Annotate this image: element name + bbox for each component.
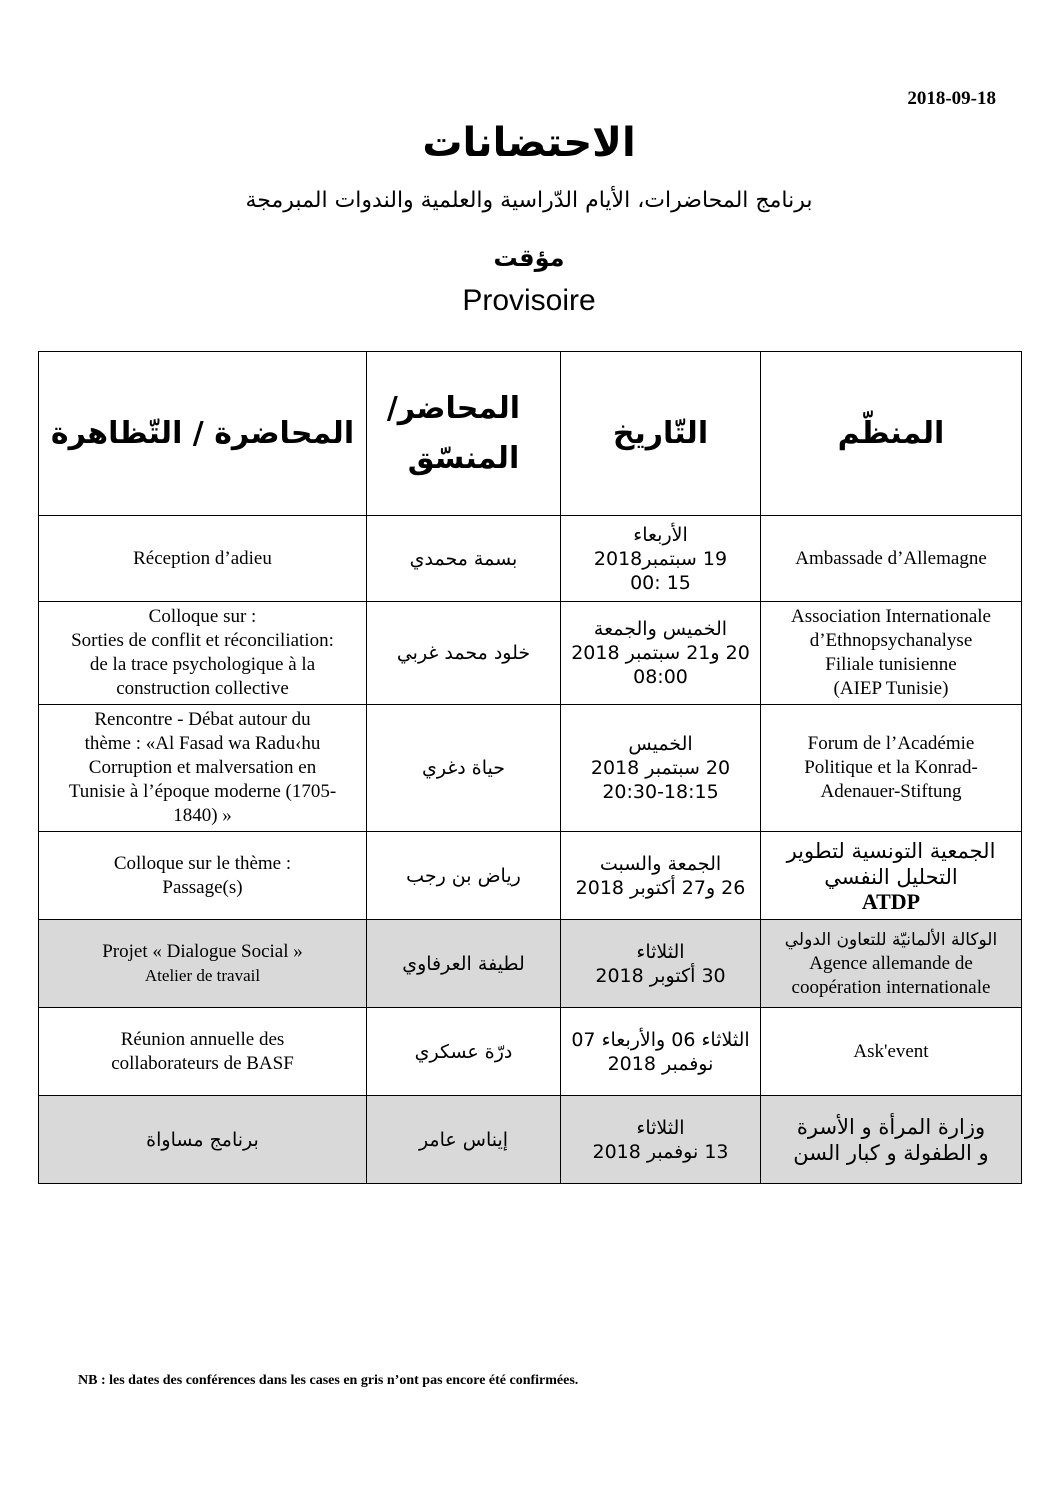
date-line: الثلاثاء: [636, 1116, 685, 1139]
organizer-cell: [761, 832, 1022, 920]
organizer-line-ar: الوكالة الألمانيّة للتعاون الدولي: [784, 929, 998, 950]
organizer-line: Filiale tunisienne: [825, 654, 957, 675]
organizer-line-ar: التحليل النفسي: [824, 864, 958, 889]
event-line: 1840) »: [173, 805, 232, 826]
date-line: الخميس والجمعة: [593, 618, 728, 640]
date-line: 20:30-18:15: [602, 781, 719, 803]
speaker-cell: رياض بن رجب: [367, 832, 561, 920]
date-line: 19 سبتمبر2018: [593, 547, 728, 570]
event-cell: [39, 1008, 367, 1096]
date-line: 26 و27 أكتوبر 2018: [575, 876, 746, 899]
table-row: [39, 1096, 1022, 1184]
event-line: collaborateurs de BASF: [111, 1052, 294, 1074]
organizer-line: Ambassade d’Allemagne: [795, 547, 987, 569]
organizer-cell: [761, 602, 1022, 705]
organizer-line: Adenauer-Stiftung: [820, 781, 962, 802]
date-line: الخميس: [628, 733, 693, 755]
header-speaker: المحاضر/ المنسّق: [367, 352, 561, 516]
event-line: Passage(s): [162, 876, 243, 898]
speaker-cell: بسمة محمدي: [367, 516, 561, 602]
event-line: Colloque sur :: [148, 606, 257, 627]
date-line: الثلاثاء: [636, 940, 685, 963]
header-organizer: المنظّم: [761, 352, 1022, 516]
organizer-cell: [761, 705, 1022, 832]
event-line: Sorties de conflit et réconciliation:: [71, 630, 334, 651]
date-line: 30 أكتوبر 2018: [595, 964, 726, 987]
date-line: الأربعاء: [633, 523, 688, 546]
page-title: الاحتضانات: [422, 120, 636, 166]
organizer-line: Forum de l’Académie: [807, 733, 975, 754]
event-line: Rencontre - Débat autour du: [94, 709, 311, 730]
speaker-cell: خلود محمد غربي: [367, 602, 561, 705]
table-row: [39, 602, 1022, 705]
temporary-label-ar: مؤقت: [493, 244, 565, 272]
event-cell: [39, 832, 367, 920]
page-subtitle: برنامج المحاضرات، الأيام الدّراسية والعلمية والندوات المبرمجة: [245, 188, 813, 213]
date-cell: [561, 705, 761, 832]
table-row: [39, 920, 1022, 1008]
table-row: [39, 516, 1022, 602]
date-line: 13 نوفمبر 2018: [592, 1140, 729, 1163]
header-event: المحاضرة / التّظاهرة: [39, 352, 367, 516]
event-line: de la trace psychologique à la: [89, 654, 316, 675]
organizer-cell: [761, 1096, 1022, 1184]
date-line: 20 سبتمبر 2018: [590, 757, 731, 779]
event-cell: [39, 602, 367, 705]
event-cell: برنامج مساواة: [39, 1096, 367, 1184]
table-header-row: [39, 352, 1022, 516]
header-date: التّاريخ: [561, 352, 761, 516]
event-cell: [39, 920, 367, 1008]
organizer-cell: [761, 516, 1022, 602]
organizer-line: Politique et la Konrad-: [804, 757, 978, 778]
date-line: 20 و21 سبتمبر 2018: [571, 642, 750, 664]
organizer-line: Association Internationale: [791, 606, 991, 627]
date-cell: [561, 920, 761, 1008]
event-line: Réunion annuelle des: [120, 1028, 285, 1050]
date-cell: [561, 832, 761, 920]
event-line: Corruption et malversation en: [88, 757, 317, 778]
organizer-line-ar: الجمعية التونسية لتطوير: [786, 838, 996, 863]
event-cell: [39, 705, 367, 832]
speaker-cell: لطيفة العرفاوي: [367, 920, 561, 1008]
organizer-cell: [761, 920, 1022, 1008]
speaker-cell: إيناس عامر: [367, 1096, 561, 1184]
date-line: 08:00: [633, 666, 688, 688]
organizer-line: Ask'event: [853, 1040, 929, 1062]
event-line: construction collective: [116, 678, 289, 699]
date-cell: [561, 1096, 761, 1184]
table-row: [39, 705, 1022, 832]
organizer-line: coopération internationale: [791, 976, 991, 998]
organizer-line: (AIEP Tunisie): [833, 678, 949, 699]
event-line: thème : «Al Fasad wa Radu‹hu: [84, 733, 321, 754]
speaker-cell: حياة دغري: [367, 705, 561, 832]
document-date: 2018-09-18: [907, 88, 996, 109]
temporary-label-fr: Provisoire: [462, 284, 596, 317]
organizer-cell: [761, 1008, 1022, 1096]
date-line: نوفمبر 2018: [607, 1052, 714, 1075]
date-cell: [561, 602, 761, 705]
organizer-line: Agence allemande de: [809, 952, 973, 974]
date-cell: [561, 516, 761, 602]
table-row: [39, 1008, 1022, 1096]
date-line: الثلاثاء 06 والأربعاء 07: [571, 1028, 750, 1051]
events-table: [38, 351, 1022, 1184]
date-line: 15 :00: [630, 571, 691, 594]
event-line: Réception d’adieu: [133, 547, 272, 569]
organizer-line-ar: وزارة المرأة و الأسرة: [796, 1114, 986, 1139]
speaker-cell: درّة عسكري: [367, 1008, 561, 1096]
organizer-line: d’Ethnopsychanalyse: [809, 630, 973, 651]
event-line: Tunisie à l’époque moderne (1705-: [68, 781, 337, 802]
event-cell: [39, 516, 367, 602]
date-line: الجمعة والسبت: [599, 852, 722, 875]
date-cell: [561, 1008, 761, 1096]
organizer-line-ar: و الطفولة و كبار السن: [793, 1140, 989, 1165]
event-line: Atelier de travail: [144, 965, 261, 985]
event-line: Colloque sur le thème :: [113, 852, 292, 874]
organizer-acronym: ATDP: [861, 888, 921, 914]
event-line: Projet « Dialogue Social »: [102, 940, 303, 962]
table-row: [39, 832, 1022, 920]
footnote: NB : les dates des conférences dans les cases en gris n’ont pas encore été confirmées.: [78, 1373, 579, 1388]
